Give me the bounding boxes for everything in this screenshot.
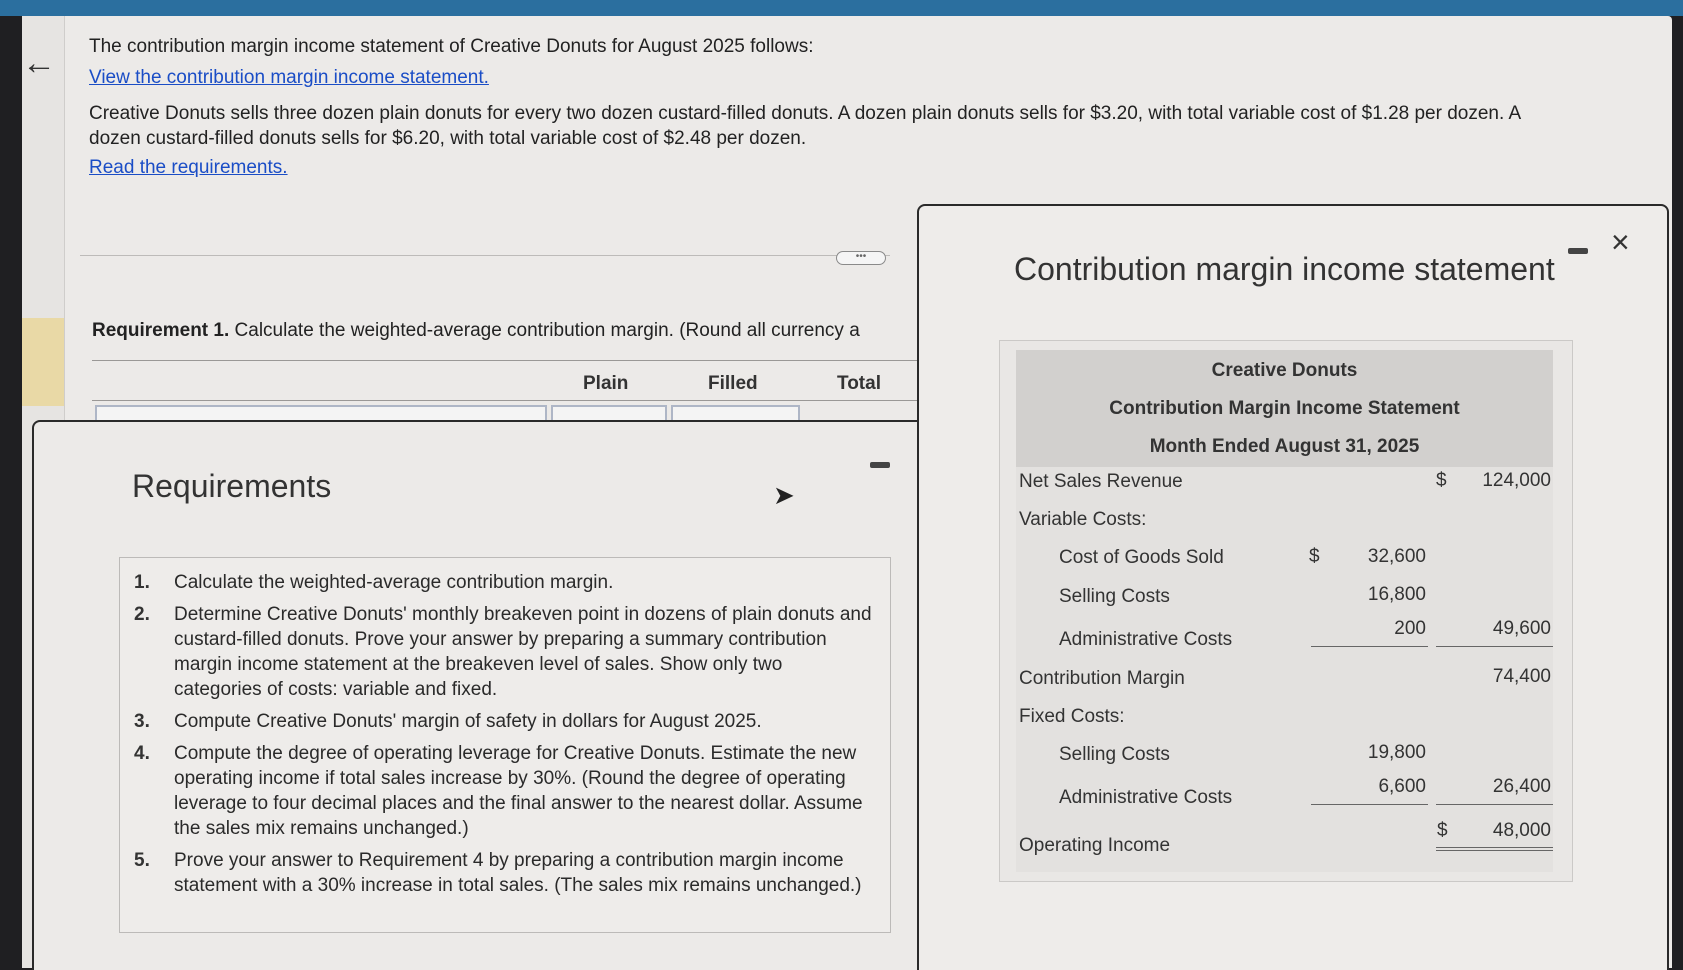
fixed-selling-value: 19,800	[1367, 742, 1426, 763]
statement-table	[1016, 350, 1553, 872]
list-item-text: Compute the degree of operating leverage for Creative Donuts. Estimate the new operating income if total sales increase by 30%. (Round the degree of operating leverage to four decimal places and the final answer to the nearest dollar. Assume the sales mix remains unchanged.)	[174, 743, 863, 839]
fixed-admin-underline	[1311, 804, 1428, 805]
list-item-number: 5.	[134, 850, 150, 871]
fixed-admin-value: 6,600	[1378, 776, 1426, 797]
net-sales-value: 124,000	[1482, 470, 1551, 491]
requirements-box	[119, 557, 891, 933]
list-item-text: Calculate the weighted-average contribution margin.	[174, 572, 614, 593]
list-item-number: 1.	[134, 572, 150, 593]
view-statement-link[interactable]: View the contribution margin income statement.	[89, 67, 489, 88]
sidebar-highlight	[22, 318, 64, 406]
net-sales-dollar: $	[1436, 470, 1447, 491]
var-selling-value: 16,800	[1367, 584, 1426, 605]
fixed-total-value: 26,400	[1492, 776, 1551, 797]
minimize-icon[interactable]	[870, 462, 890, 468]
cm-value: 74,400	[1492, 666, 1551, 687]
var-admin-label: Administrative Costs	[1059, 629, 1233, 650]
cogs-value: 32,600	[1367, 546, 1426, 567]
list-item-number: 3.	[134, 711, 150, 732]
list-item	[134, 741, 874, 841]
var-admin-value: 200	[1394, 618, 1426, 639]
list-item-text: Determine Creative Donuts' monthly breakeven point in dozens of plain donuts and custard-filled donuts. Prove your answer by preparing a summary contribution margin income statement at the breakeven level of sales. Show only two categories of costs: variable and fixed.	[174, 604, 872, 700]
oi-double-underline-2	[1436, 850, 1553, 851]
scenario-line-1: Creative Donuts sells three dozen plain donuts for every two dozen custard-filled donuts. A dozen plain donuts sells for $3.20, with total variable cost of $1.28 per dozen. A	[89, 103, 1522, 124]
minimize-icon[interactable]	[1568, 248, 1588, 254]
statement-header	[1016, 350, 1553, 467]
statement-period: Month Ended August 31, 2025	[1149, 436, 1420, 457]
requirements-list	[134, 570, 874, 905]
table-top-rule	[92, 360, 917, 361]
intro-text: The contribution margin income statement of Creative Donuts for August 2025 follows:	[89, 36, 814, 57]
company-name: Creative Donuts	[1211, 360, 1358, 381]
close-icon[interactable]: ×	[1611, 224, 1630, 260]
list-item-text: Compute Creative Donuts' margin of safety in dollars for August 2025.	[174, 711, 762, 732]
expand-handle[interactable]: •••	[836, 251, 886, 265]
cm-statement-panel	[917, 204, 1669, 970]
fixed-costs-label: Fixed Costs:	[1019, 706, 1125, 727]
oi-double-underline-1	[1436, 847, 1553, 848]
list-item	[134, 848, 874, 898]
top-bar	[0, 0, 1683, 16]
list-item	[134, 570, 874, 595]
net-sales-label: Net Sales Revenue	[1019, 471, 1183, 492]
operating-income-dollar: $	[1437, 820, 1448, 841]
variable-costs-label: Variable Costs:	[1019, 509, 1147, 530]
var-total-value: 49,600	[1492, 618, 1551, 639]
statement-name: Contribution Margin Income Statement	[1109, 398, 1460, 419]
back-arrow-icon[interactable]: ←	[22, 44, 56, 82]
read-requirements-link[interactable]: Read the requirements.	[89, 157, 288, 178]
table-header-rule	[92, 400, 917, 401]
requirements-panel	[32, 420, 926, 970]
mouse-cursor-icon: ➤	[773, 480, 795, 510]
var-selling-label: Selling Costs	[1059, 586, 1170, 607]
var-admin-underline	[1311, 646, 1428, 647]
cm-panel-title: Contribution margin income statement	[1014, 251, 1555, 287]
requirement-1-instructions: Calculate the weighted-average contribution margin. (Round all currency a	[234, 320, 860, 341]
col-header-plain: Plain	[583, 373, 629, 394]
operating-income-label: Operating Income	[1019, 835, 1171, 856]
fixed-admin-label: Administrative Costs	[1059, 787, 1233, 808]
section-divider	[80, 255, 890, 256]
list-item-number: 2.	[134, 604, 150, 625]
cogs-dollar: $	[1309, 546, 1320, 567]
requirement-1-label: Requirement 1.	[92, 320, 230, 341]
list-item-text: Prove your answer to Requirement 4 by preparing a contribution margin income statement with a 30% increase in total sales. (The sales mix remains unchanged.)	[174, 850, 862, 896]
scenario-line-2: dozen custard-filled donuts sells for $6.20, with total variable cost of $2.48 per dozen.	[89, 128, 807, 149]
requirement-1-text	[92, 320, 917, 342]
fixed-total-underline	[1436, 804, 1553, 805]
list-item	[134, 709, 874, 734]
list-item	[134, 602, 874, 702]
col-header-filled: Filled	[708, 373, 758, 394]
cm-label: Contribution Margin	[1019, 668, 1185, 689]
cogs-label: Cost of Goods Sold	[1059, 547, 1224, 568]
fixed-selling-label: Selling Costs	[1059, 744, 1170, 765]
requirements-title: Requirements	[132, 468, 332, 504]
var-total-underline	[1436, 646, 1553, 647]
col-header-total: Total	[837, 373, 881, 394]
operating-income-value: 48,000	[1492, 820, 1551, 841]
list-item-number: 4.	[134, 743, 150, 764]
